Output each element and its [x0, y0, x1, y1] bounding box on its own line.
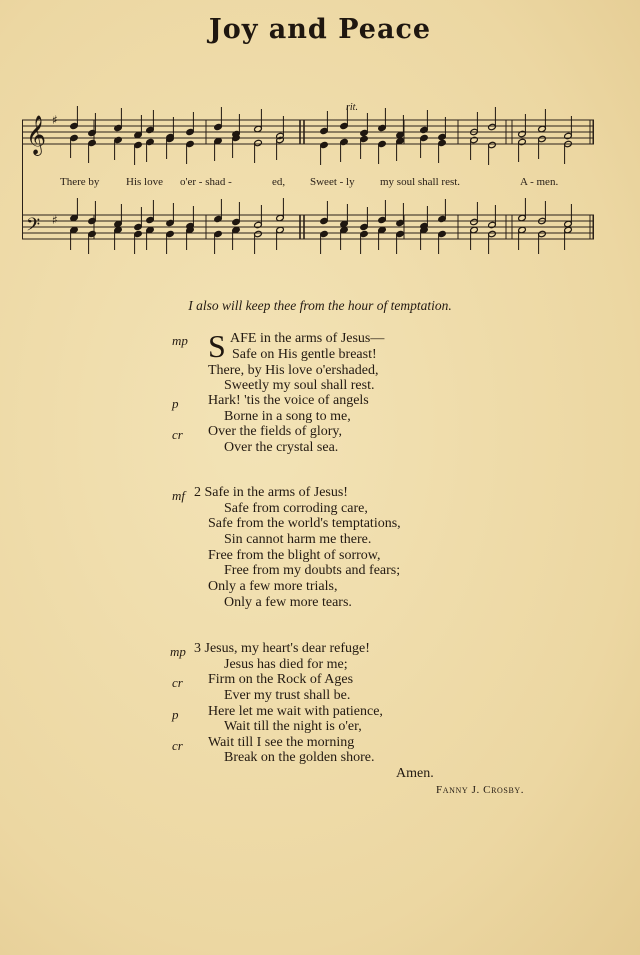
verse-line: Sin cannot harm me there.: [224, 532, 372, 547]
dynamic-mark: mp: [170, 644, 186, 659]
verse-line: Free from my doubts and fears;: [224, 563, 401, 578]
tempo-marking: rit.: [346, 102, 358, 113]
dynamic-mark: cr: [172, 427, 183, 442]
score-lyric: ed,: [272, 176, 286, 188]
verse-line: Wait till the night is o'er,: [224, 719, 362, 734]
score-lyric: There by: [60, 176, 100, 188]
dynamic-mark: mp: [172, 333, 188, 348]
verse-line: Only a few more trials,: [208, 579, 338, 594]
drop-cap: S: [208, 328, 226, 364]
verse-line: Firm on the Rock of Ages: [208, 672, 354, 687]
treble-key-signature: ♯: [52, 113, 58, 127]
epigraph: I also will keep thee from the hour of temptation.: [188, 298, 452, 313]
dynamic-mark: p: [172, 396, 179, 411]
verse-line: AFE in the arms of Jesus—: [230, 331, 385, 346]
verse-line: Over the crystal sea.: [224, 440, 339, 455]
verse-line: Over the fields of glory,: [208, 424, 342, 439]
verse-line: Hark! 'tis the voice of angels: [208, 393, 369, 408]
score-lyric: His love: [126, 176, 163, 188]
bass-clef-icon: 𝄢: [26, 215, 41, 240]
verse-line: Break on the golden shore.: [224, 750, 375, 765]
verse-line: Only a few more tears.: [224, 595, 352, 610]
dynamic-mark: cr: [172, 738, 183, 753]
treble-clef-icon: 𝄞: [26, 115, 47, 155]
score-lyric: Sweet - ly: [310, 176, 355, 188]
verse-line: Borne in a song to me,: [224, 409, 351, 424]
verse-line: Wait till I see the morning: [208, 735, 355, 750]
dynamic-mark: p: [172, 707, 179, 722]
verse-line: Sweetly my soul shall rest.: [224, 378, 375, 393]
verse-line: Here let me wait with patience,: [208, 704, 383, 719]
verse-line: Ever my trust shall be.: [224, 688, 351, 703]
score-lyric: my soul shall rest.: [380, 176, 461, 188]
hymn-title: Joy and Peace: [208, 14, 432, 45]
bass-key-signature: ♯: [52, 213, 58, 227]
score-lyric: A - men.: [520, 176, 559, 188]
dynamic-mark: cr: [172, 675, 183, 690]
verse-line: There, by His love o'ershaded,: [208, 363, 379, 378]
verse-line: 2 Safe in the arms of Jesus!: [194, 485, 348, 500]
verse-line: Safe from corroding care,: [224, 501, 368, 516]
verse-line: Jesus has died for me;: [224, 657, 348, 672]
author-attribution: Fanny J. Crosby.: [436, 784, 525, 796]
verse-line: Safe from the world's temptations,: [208, 516, 401, 531]
verse-line: Free from the blight of sorrow,: [208, 548, 381, 563]
score-lyric: o'er - shad -: [180, 176, 232, 188]
dynamic-mark: mf: [172, 488, 185, 503]
verse-line: 3 Jesus, my heart's dear refuge!: [194, 641, 370, 656]
amen: Amen.: [396, 766, 434, 781]
verse-line: Safe on His gentle breast!: [232, 347, 377, 362]
